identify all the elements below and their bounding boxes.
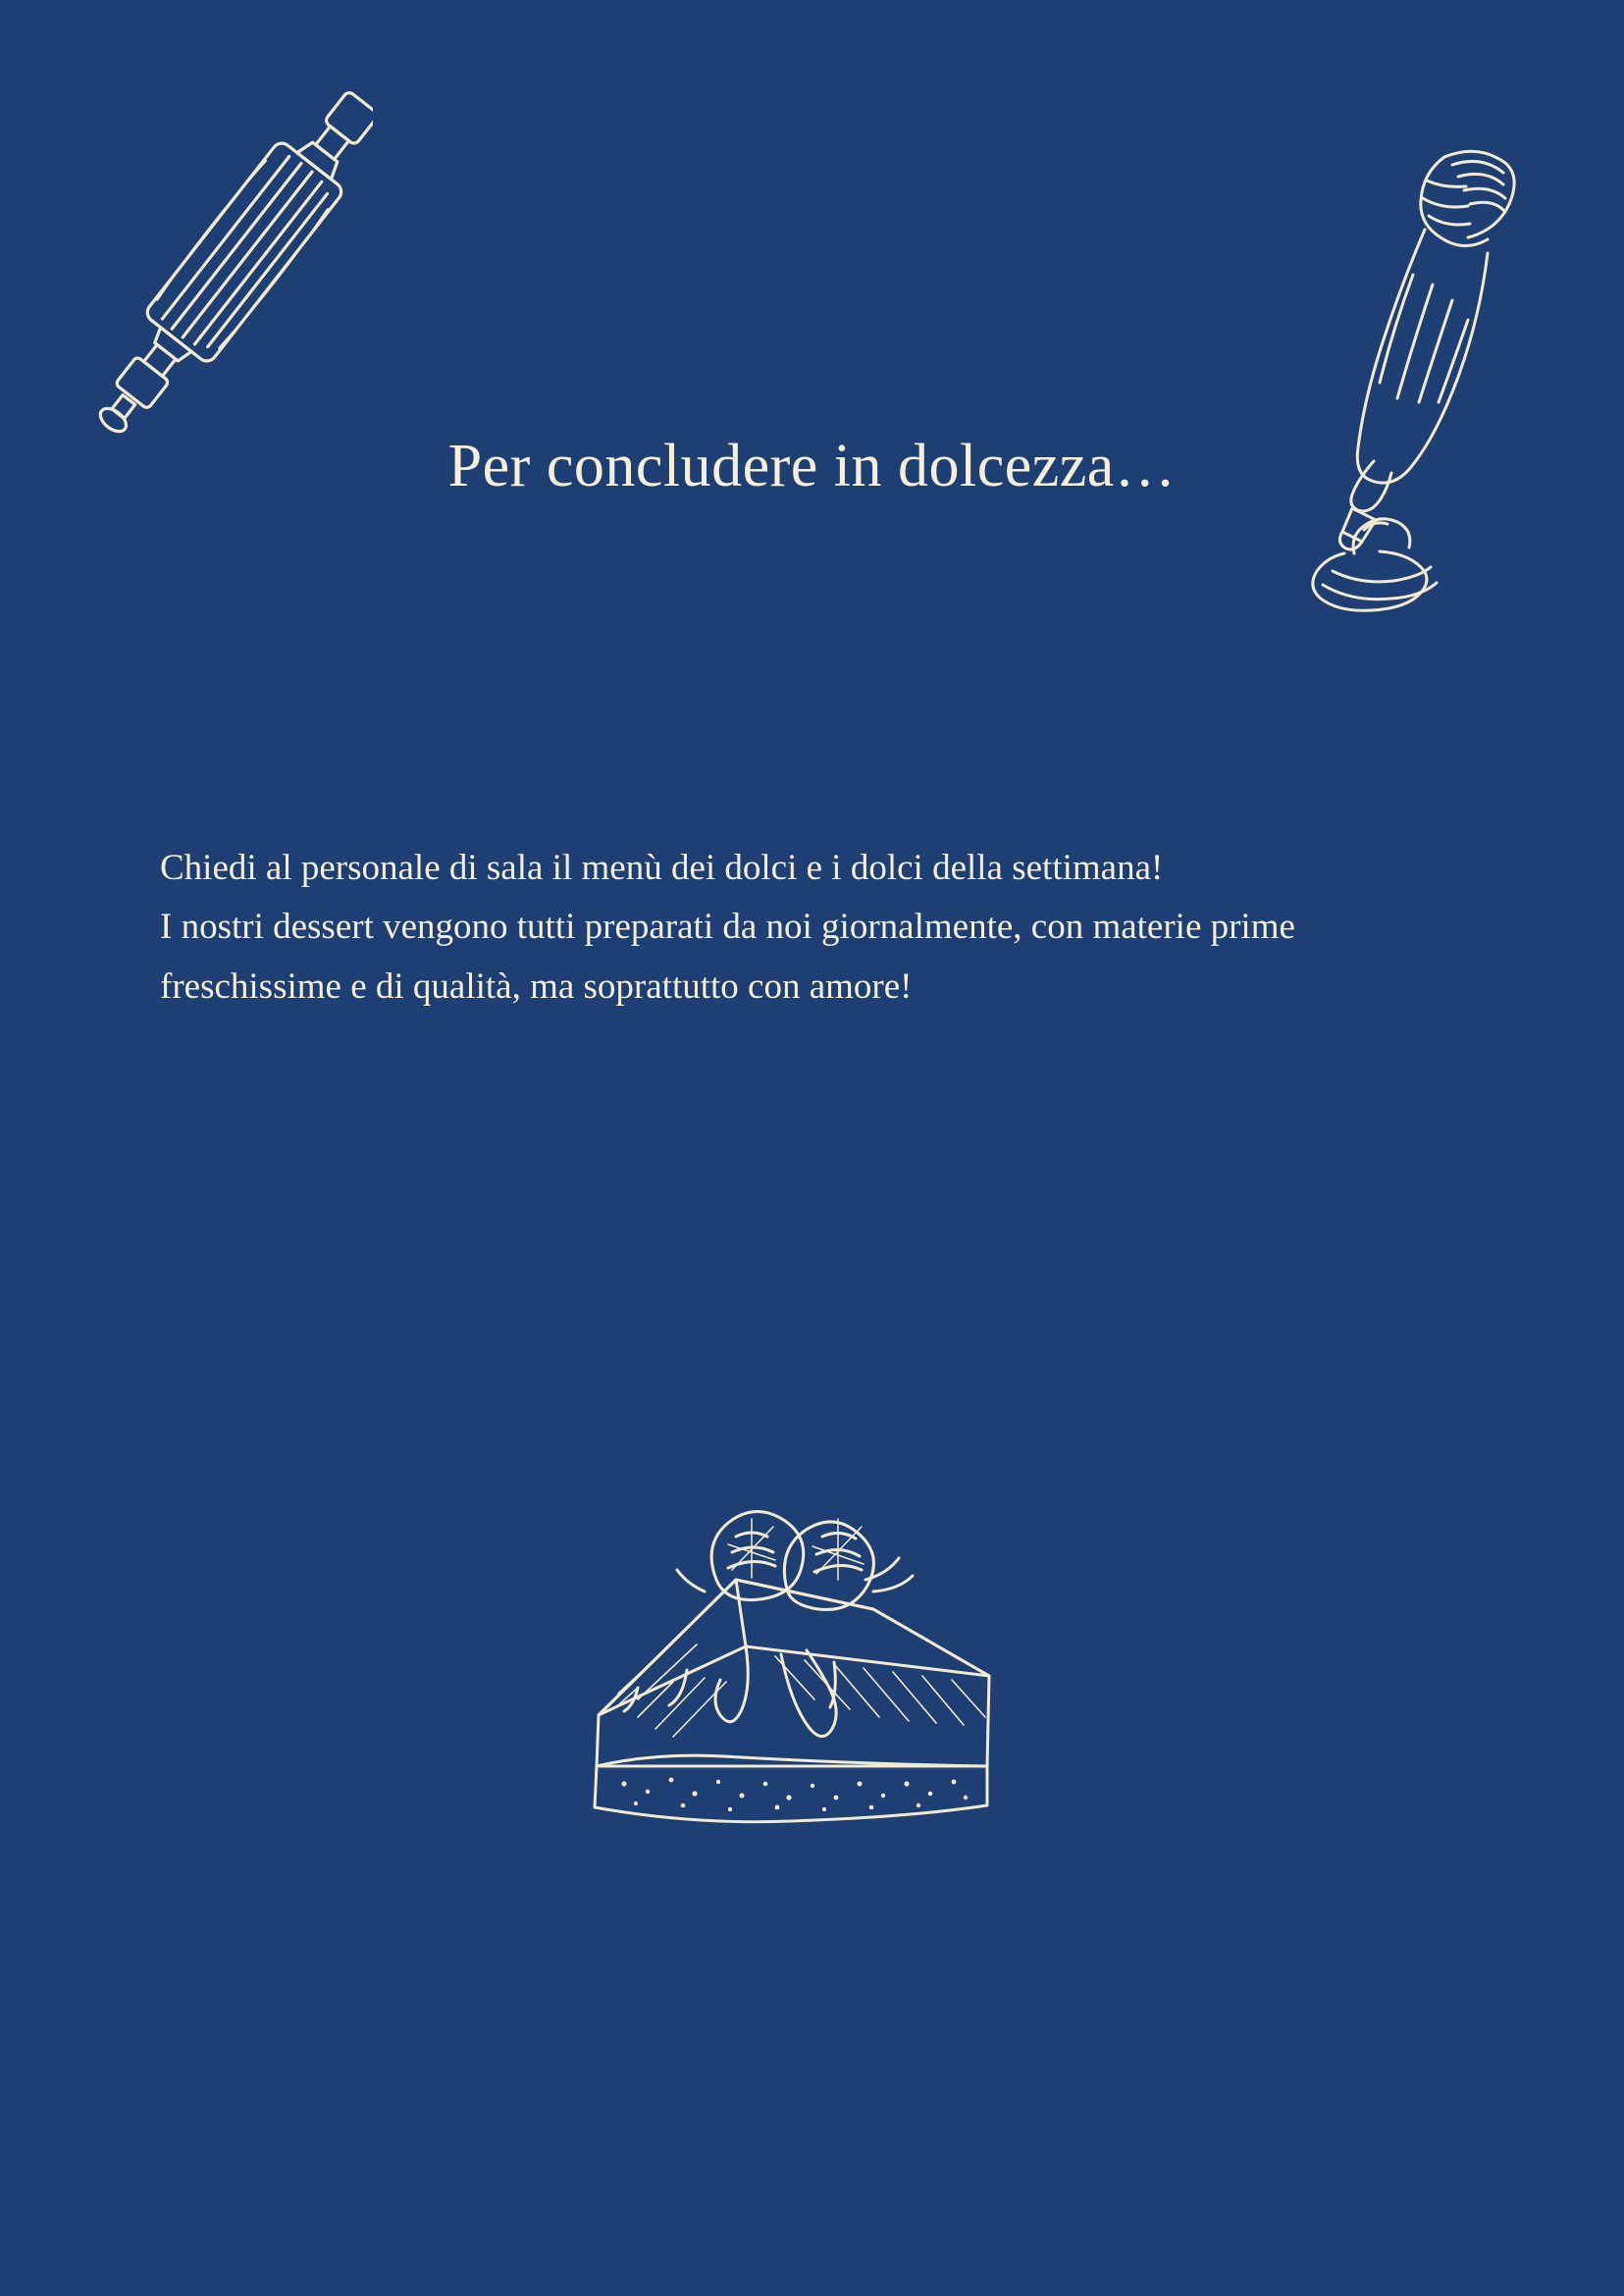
- page-title: Per concludere in dolcezza…: [447, 432, 1177, 499]
- dessert-paragraph-2: I nostri dessert vengono tutti preparati da noi giornalmente, con materie prime freschissime e di qualità, ma soprattutto con amore!: [160, 907, 1295, 1007]
- dessert-description: [160, 839, 1455, 1017]
- dessert-paragraph-1: Chiedi al personale di sala il menù dei dolci e i dolci della settimana!: [160, 848, 1164, 888]
- rolling-pin-icon: [79, 29, 373, 491]
- piping-bag-icon: [1217, 137, 1550, 648]
- cake-slice-icon: [579, 1442, 1011, 1835]
- page-header: [0, 0, 1624, 687]
